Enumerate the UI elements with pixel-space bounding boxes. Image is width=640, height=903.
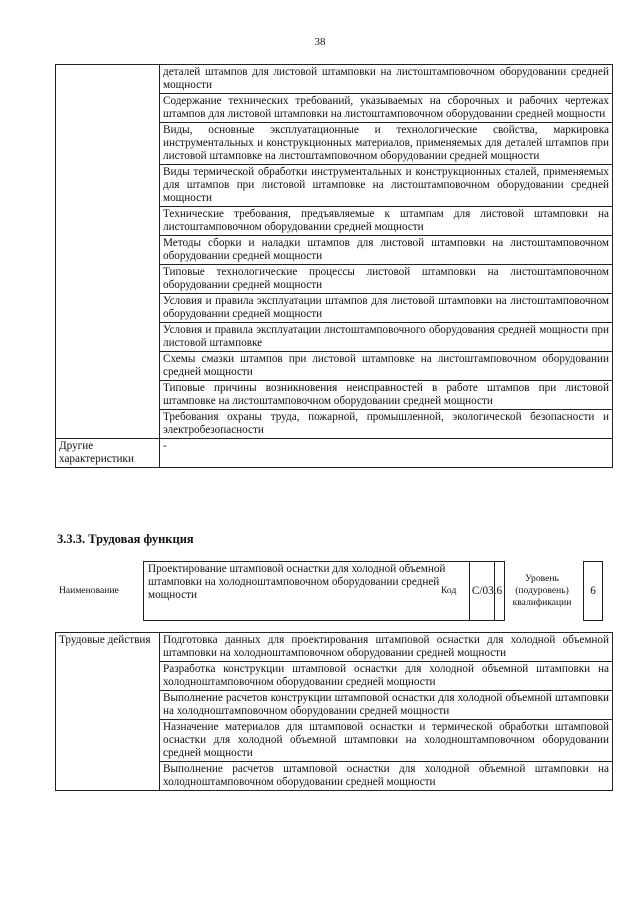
table-cell: Выполнение расчетов конструкции штамповой оснастки для холодной объемной штамповки на холодноштамповочном оборудовании средней мощности	[160, 691, 613, 720]
table-row	[56, 65, 613, 94]
table-cell: Технические требования, предъявляемые к штампам для листовой штамповки на листоштамповочном оборудовании средней мощности	[160, 207, 613, 236]
table-cell: Разработка конструкции штамповой оснастки для холодной объемной штамповки на холодноштамповочном оборудовании средней мощности	[160, 662, 613, 691]
table-cell: Содержание технических требований, указываемых на сборочных и рабочих чертежах штампов для листовой штамповки на листоштамповочном оборудовании средней мощности	[160, 94, 613, 123]
level-label: Уровень (подуровень) квалификации	[512, 573, 572, 608]
labor-actions-label: Трудовые действия	[56, 633, 160, 791]
table-cell: Схемы смазки штампов при листовой штамповке на листоштамповочном оборудовании средней мощности	[160, 352, 613, 381]
table-cell: Виды, основные эксплуатационные и технологические свойства, маркировка инструментальных и конструкционных материалов, применяемых для деталей штампов при листовой штамповке на листоштамповочном оборудовании средней мощности	[160, 123, 613, 165]
level-value: 6	[590, 584, 596, 597]
table-cell: Типовые технологические процессы листовой штамповки на листоштамповочном оборудовании средней мощности	[160, 265, 613, 294]
table-cell: Виды термической обработки инструментальных и конструкционных сталей, применяемых для штампов при листовой штамповке на листоштамповочном оборудовании средней мощности	[160, 165, 613, 207]
level-box	[583, 561, 603, 621]
table-cell: Методы сборки и наладки штампов для листовой штамповки на листоштамповочном оборудовании средней мощности	[160, 236, 613, 265]
table-row	[56, 633, 613, 662]
other-characteristics-value: -	[160, 439, 613, 468]
table-cell-empty	[56, 65, 160, 439]
code-box	[469, 561, 505, 621]
table-row	[56, 439, 613, 468]
table-cell: Назначение материалов для штамповой оснастки и термической обработки штамповой оснастки для холодной объемной штамповки на холодноштамповочном оборудовании средней мощности	[160, 720, 613, 762]
table-cell: Условия и правила эксплуатации штампов для листовой штамповки на листоштамповочном оборудовании средней мощности	[160, 294, 613, 323]
name-label: Наименование	[59, 585, 119, 596]
code-value: C/03.6	[471, 584, 503, 597]
code-label: Код	[441, 585, 457, 596]
knowledge-table	[55, 64, 613, 468]
table-cell: Типовые причины возникновения неисправностей в работе штампов при листовой штамповке на листоштамповочном оборудовании средней мощности	[160, 381, 613, 410]
function-header	[57, 561, 612, 623]
table-cell: деталей штампов для листовой штамповки на листоштамповочном оборудовании средней мощности	[160, 65, 613, 94]
table-cell: Подготовка данных для проектирования штамповой оснастки для холодной объемной штамповки на холодноштамповочном оборудовании средней мощности	[160, 633, 613, 662]
function-name-box: Проектирование штамповой оснастки для холодной объемной штамповки на холодноштамповочном оборудовании средней мощности	[143, 561, 495, 621]
table-cell: Требования охраны труда, пожарной, промышленной, экологической безопасности и электробезопасности	[160, 410, 613, 439]
other-characteristics-label: Другие характеристики	[56, 439, 160, 468]
table-cell: Выполнение расчетов штамповой оснастки для холодной объемной штамповки на холодноштамповочном оборудовании средней мощности	[160, 762, 613, 791]
labor-actions-table	[55, 632, 613, 791]
table-cell: Условия и правила эксплуатации листоштамповочного оборудования средней мощности при листовой штамповке	[160, 323, 613, 352]
page-number: 38	[314, 36, 326, 48]
section-heading: 3.3.3. Трудовая функция	[57, 532, 194, 546]
